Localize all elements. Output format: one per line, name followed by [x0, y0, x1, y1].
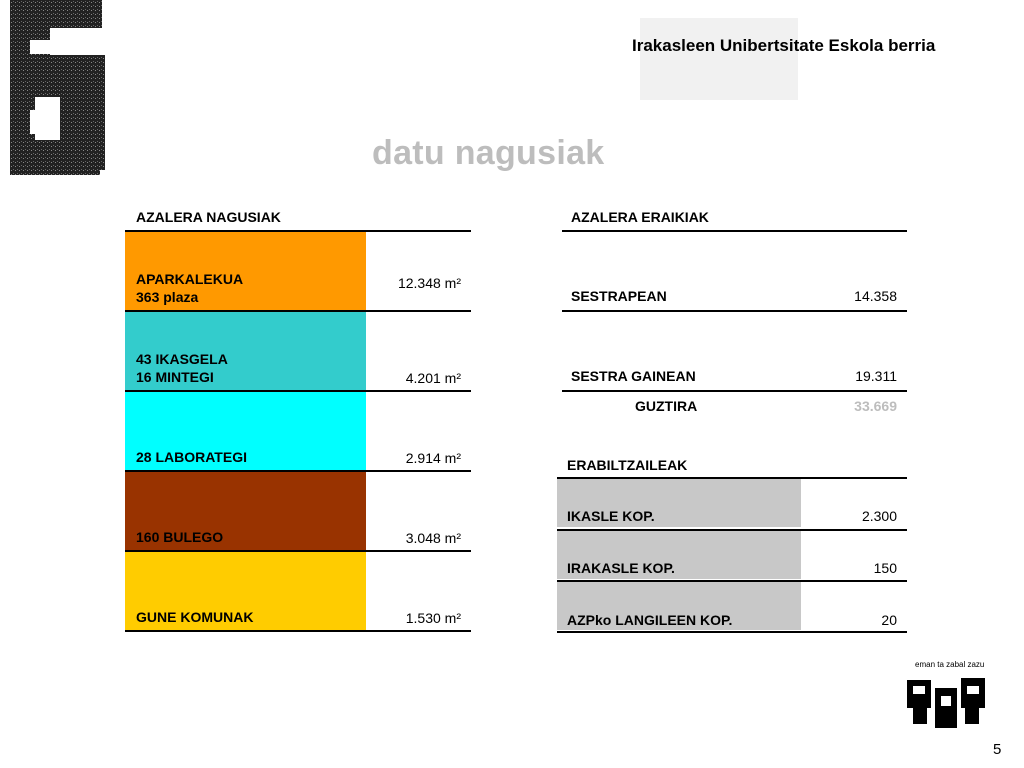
users-table-label: IKASLE KOP.	[567, 508, 655, 524]
left-table-heading: AZALERA NAGUSIAK	[136, 209, 281, 225]
university-motto: eman ta zabal zazu	[915, 660, 985, 669]
users-table-heading: ERABILTZAILEAK	[567, 457, 688, 473]
right-table-label: SESTRA GAINEAN	[571, 368, 696, 384]
row-label: 43 IKASGELA 16 MINTEGI	[136, 351, 228, 385]
page-number: 5	[993, 741, 1002, 758]
right-table-heading: AZALERA ERAIKIAK	[571, 209, 709, 225]
left-table-row	[125, 232, 471, 310]
left-table-row	[125, 552, 471, 630]
row-value: 4.201 m²	[405, 370, 461, 386]
page-title: datu nagusiak	[372, 134, 605, 172]
row-value: 12.348 m²	[397, 275, 461, 291]
row-value: 3.048 m²	[405, 530, 461, 546]
users-table-value: 150	[873, 560, 897, 576]
row-label: APARKALEKUA 363 plaza	[136, 271, 244, 305]
total-label: GUZTIRA	[635, 398, 698, 414]
header-shade	[640, 18, 798, 100]
left-table-row	[125, 392, 471, 470]
users-table-label: AZPko LANGILEEN KOP.	[567, 612, 733, 628]
row-divider	[562, 390, 907, 392]
upv-ehu-logo-icon	[905, 660, 995, 730]
row-divider	[562, 310, 907, 312]
users-table-label: IRAKASLE KOP.	[567, 560, 675, 576]
left-table-row	[125, 312, 471, 390]
users-table-value: 20	[881, 612, 897, 628]
left-table-row	[125, 472, 471, 550]
row-label: 160 BULEGO	[136, 529, 224, 545]
row-label: GUNE KOMUNAK	[136, 609, 254, 625]
row-value: 1.530 m²	[405, 610, 461, 626]
users-table-value: 2.300	[861, 508, 897, 524]
right-table-top-rule	[562, 230, 907, 232]
charcoal-number-5-icon	[0, 0, 110, 180]
users-table-bottom-rule	[557, 631, 907, 633]
right-table-label: SESTRAPEAN	[571, 288, 667, 304]
left-table-bottom-rule	[125, 630, 471, 632]
right-table-value: 19.311	[855, 368, 897, 384]
row-value: 2.914 m²	[405, 450, 461, 466]
right-table-value: 14.358	[854, 288, 897, 304]
header-title: Irakasleen Unibertsitate Eskola berria	[632, 36, 936, 55]
total-value: 33.669	[854, 398, 897, 414]
row-label: 28 LABORATEGI	[136, 449, 247, 465]
